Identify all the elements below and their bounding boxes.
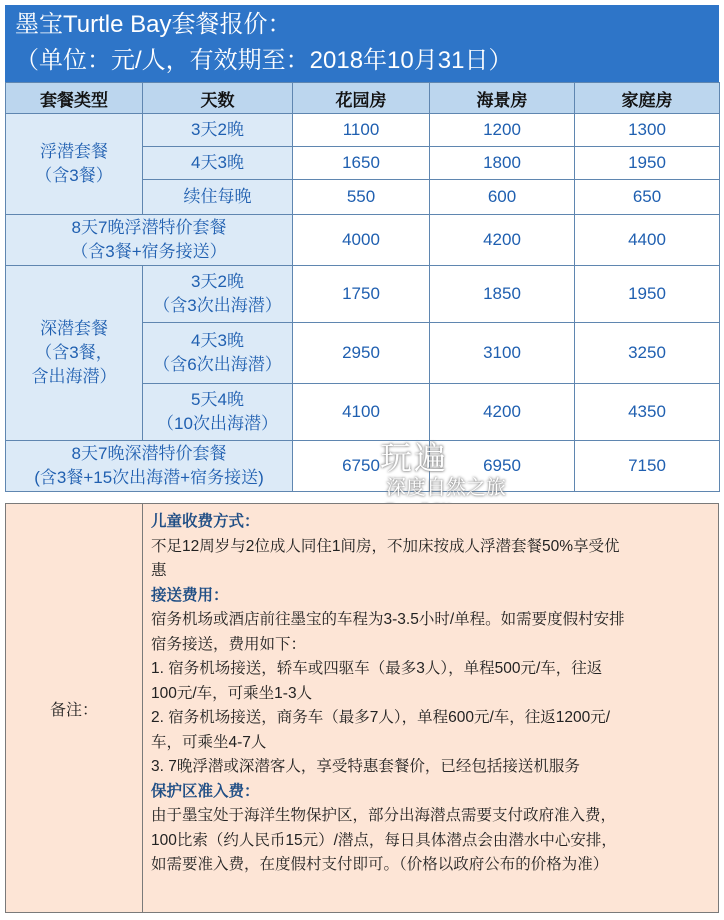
price-garden: 4100 <box>293 384 430 441</box>
notes-line: 宿务机场或酒店前往墨宝的车程为3-3.5小时/单程。如需要度假村安排 <box>151 611 625 628</box>
notes-heading: 保护区准入费： <box>151 782 260 800</box>
notes-line: 不足12周岁与2位成人同住1间房，不加床按成人浮潜套餐50%享受优 <box>151 537 620 555</box>
header-category: 套餐类型 <box>6 83 143 114</box>
table-header-row <box>6 83 720 114</box>
price-sea-view: 4200 <box>430 215 575 266</box>
price-family: 7150 <box>575 441 720 492</box>
price-family: 650 <box>575 180 720 215</box>
page-title: 墨宝Turtle Bay套餐报价： <box>15 11 292 38</box>
price-garden: 6750 <box>293 441 430 492</box>
notes-line: 惠 <box>151 562 167 579</box>
days-cell: 3天2晚 （含3次出海潜） <box>143 266 293 323</box>
days-cell: 3天2晚 <box>143 114 293 147</box>
category-cell: 8天7晚深潜特价套餐 (含3餐+15次出海潜+宿务接送) <box>6 441 293 492</box>
watermark-slogan: 深度自然之旅 <box>386 477 506 499</box>
price-family: 3250 <box>575 323 720 384</box>
notes-heading: 儿童收费方式： <box>151 513 260 530</box>
price-sea-view: 600 <box>430 180 575 215</box>
notes-line: 车，可乘坐4-7人 <box>151 733 267 751</box>
category-cell: 8天7晚浮潜特价套餐 （含3餐+宿务接送） <box>6 215 293 266</box>
notes-line: 1. 宿务机场接送，轿车或四驱车（最多3人），单程500元/车，往返 <box>151 660 603 677</box>
price-sea-view: 1850 <box>430 266 575 323</box>
notes-line: 由于墨宝处于海洋生物保护区，部分出海潜点需要支付政府准入费， <box>151 807 617 824</box>
price-garden: 550 <box>293 180 430 215</box>
price-garden: 1750 <box>293 266 430 323</box>
notes-box <box>5 503 719 913</box>
days-cell: 5天4晚 （10次出海潜） <box>143 384 293 441</box>
notes-line: 100比索（约人民币15元）/潜点，每日具体潜点会由潜水中心安排， <box>151 831 617 849</box>
header-garden-room: 花园房 <box>293 83 430 114</box>
price-sheet <box>5 5 719 492</box>
price-garden: 1100 <box>293 114 430 147</box>
title-banner <box>5 5 719 82</box>
price-sea-view: 1200 <box>430 114 575 147</box>
price-sea-view: 3100 <box>430 323 575 384</box>
table-row <box>6 114 720 147</box>
category-cell: 深潜套餐 （含3餐， 含出海潜） <box>6 266 143 441</box>
price-garden: 4000 <box>293 215 430 266</box>
notes-line: 宿务接送，费用如下： <box>151 635 307 653</box>
price-family: 4400 <box>575 215 720 266</box>
price-garden: 2950 <box>293 323 430 384</box>
header-days: 天数 <box>143 83 293 114</box>
table-row <box>6 441 720 492</box>
days-cell: 4天3晚 <box>143 147 293 180</box>
price-sea-view: 4200 <box>430 384 575 441</box>
notes-line: 100元/车，可乘坐1-3人 <box>151 684 313 702</box>
page-subtitle: （单位：元/人，有效期至：2018年10月31日） <box>15 47 513 74</box>
notes-line: 如需要准入费，在度假村支付即可。（价格以政府公布的价格为准） <box>151 856 609 873</box>
price-garden: 1650 <box>293 147 430 180</box>
notes-line: 3. 7晚浮潜或深潜客人，享受特惠套餐价，已经包括接送机服务 <box>151 758 580 775</box>
notes-label: 备注： <box>6 504 143 912</box>
header-family-room: 家庭房 <box>575 83 720 114</box>
days-cell: 续住每晚 <box>143 180 293 215</box>
price-sea-view: 1800 <box>430 147 575 180</box>
price-family: 1950 <box>575 147 720 180</box>
days-cell: 4天3晚 （含6次出海潜） <box>143 323 293 384</box>
table-row <box>6 215 720 266</box>
watermark-brand: 玩遍 <box>380 440 449 476</box>
price-family: 4350 <box>575 384 720 441</box>
price-table <box>5 82 720 492</box>
notes-body <box>143 504 718 912</box>
price-family: 1950 <box>575 266 720 323</box>
notes-heading: 接送费用： <box>151 586 229 604</box>
price-sea-view: 6950 <box>430 441 575 492</box>
header-sea-view-room: 海景房 <box>430 83 575 114</box>
price-family: 1300 <box>575 114 720 147</box>
table-row <box>6 266 720 323</box>
notes-line: 2. 宿务机场接送，商务车（最多7人），单程600元/车，往返1200元/ <box>151 709 611 726</box>
category-cell: 浮潜套餐 （含3餐） <box>6 114 143 215</box>
